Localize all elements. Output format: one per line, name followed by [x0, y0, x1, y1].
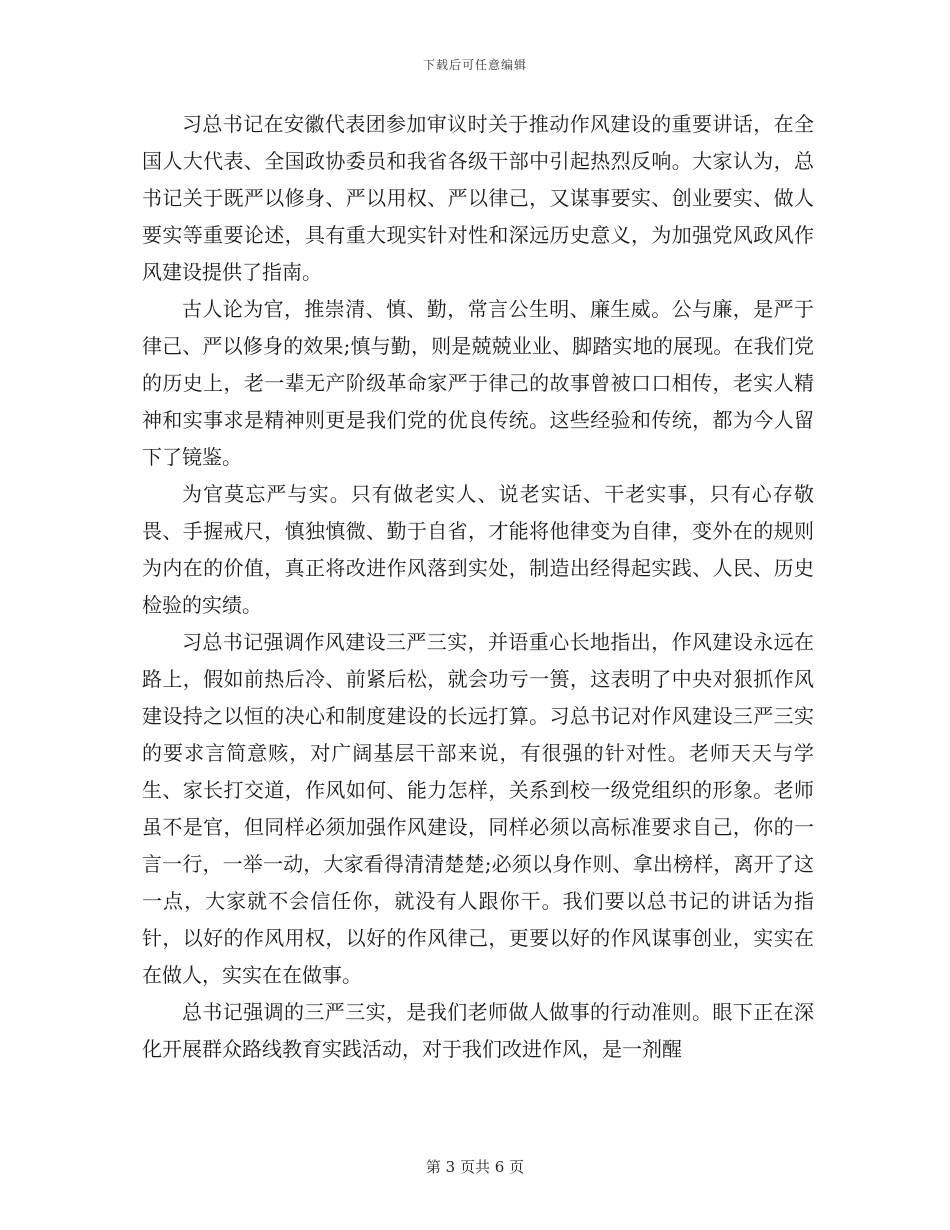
- page-number-footer: 第 3 页共 6 页: [425, 1158, 525, 1176]
- paragraph-3: 为官莫忘严与实。只有做老实人、说老实话、干老实事，只有心存敬畏、手握戒尺，慎独慎微、勤于自省，才能将他律变为自律，变外在的规则为内在的价值，真正将改进作风落到实处，制造出经得起实践、人民、历史检验的实绩。: [142, 482, 814, 617]
- page-header-note: 下载后可任意编辑: [422, 58, 527, 72]
- paragraph-1: 习总书记在安徽代表团参加审议时关于推动作风建设的重要讲话，在全国人大代表、全国政协委员和我省各级干部中引起热烈反响。大家认为，总书记关于既严以修身、严以用权、严以律己，又谋事要实、创业要实、做人要实等重要论述，具有重大现实针对性和深远历史意义，为加强党风政风作风建设提供了指南。: [142, 112, 814, 284]
- document-body: [142, 106, 814, 1068]
- paragraph-2: 古人论为官，推崇清、慎、勤，常言公生明、廉生威。公与廉，是严于律己、严以修身的效果;慎与勤，则是兢兢业业、脚踏实地的展现。在我们党的历史上，老一辈无产阶级革命家严于律己的故事曾被口口相传，老实人精神和实事求是精神则更是我们党的优良传统。这些经验和传统，都为今人留下了镜鉴。: [142, 297, 814, 469]
- paragraph-5: 总书记强调的三严三实，是我们老师做人做事的行动准则。眼下正在深化开展群众路线教育实践活动，对于我们改进作风，是一剂醒: [142, 1000, 814, 1061]
- paragraph-4: 习总书记强调作风建设三严三实，并语重心长地指出，作风建设永远在路上，假如前热后冷、前紧后松，就会功亏一篑，这表明了中央对狠抓作风建设持之以恒的决心和制度建设的长远打算。习总书记对作风建设三严三实的要求言简意赅，对广阔基层干部来说，有很强的针对性。老师天天与学生、家长打交道，作风如何、能力怎样，关系到校一级党组织的形象。老师虽不是官，但同样必须加强作风建设，同样必须以高标准要求自己，你的一言一行，一举一动，大家看得清清楚楚;必须以身作则、拿出榜样，离开了这一点，大家就不会信任你，就没有人跟你干。我们要以总书记的讲话为指针，以好的作风用权，以好的作风律己，更要以好的作风谋事创业，实实在在做人，实实在在做事。: [142, 630, 814, 987]
